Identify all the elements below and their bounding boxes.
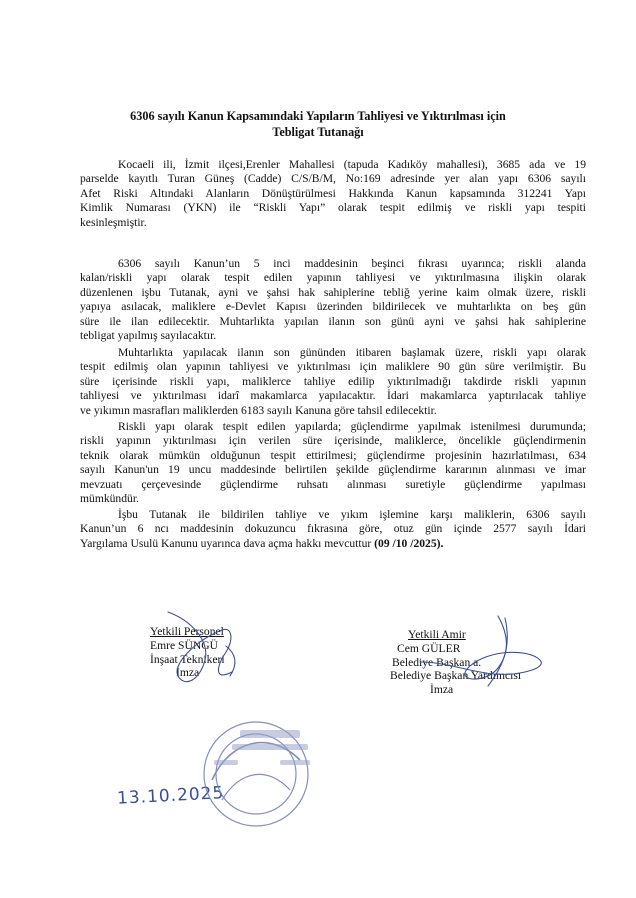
right-signature-sign-label: İmza <box>430 683 454 697</box>
paragraph-2 <box>80 257 586 343</box>
p2-line: 6306 sayılı Kanun’un 5 inci maddesinin beşinci fıkrası uyarınca; riskli alanda <box>118 257 586 270</box>
handwritten-date: 13.10.2025 <box>116 783 225 809</box>
p2-line: düzenlenen işbu Tutanak, ayni ve şahsi hak sahiplerine tebliğ yerine kaim olmak üzere, riskli <box>80 285 586 299</box>
p2-line: süre ile ilan edilecektir. Muhtarlıkta yapılan ilanın son günü ayni ve şahsi hak sahiplerine <box>80 314 586 328</box>
p3-line: tahliyesi ve yıktırılması idarî makamlarca yapılacaktır. İdari makamlarca yaptırılacak tahliye <box>80 389 586 403</box>
p3-line: Muhtarlıkta yapılacak ilanın son gününden itibaren başlamak üzere, riskli yapı olarak <box>118 346 586 359</box>
p1-line: Kimlik Numarası (YKN) ile “Riskli Yapı” olarak tespit edilmiş ve riskli yapı tespiti <box>80 201 586 215</box>
official-stamp <box>204 722 308 826</box>
p4-line: mümkündür. <box>80 492 139 506</box>
p5-line: Kanun’un 6 ncı maddesinin dokuzuncu fıkrasına göre, otuz gün içinde 2577 sayılı İdari <box>80 522 586 536</box>
right-signature-title-2: Belediye Başkan Yardımcısı <box>390 669 522 683</box>
p2-line: yapıya asılacak, maliklere e-Devlet Kapısı üzerinden bildirilecek ve muhtarlıkta on beş gün <box>80 300 586 314</box>
right-signature-title-1: Belediye Başkan a. <box>392 655 482 669</box>
p2-line: kalan/riskli yapı olarak tespit edilen yapının tahliyesi ve yıktırılmasına ilişkin olarak <box>80 271 586 285</box>
left-signature-title: İnşaat Teknikeri <box>150 652 225 666</box>
p4-line: mevzuatı çerçevesinde güçlendirme ruhsatı alınması suretiyle güçlendirme yapılması <box>80 477 586 491</box>
paragraph-4 <box>80 420 586 506</box>
p5-line-text: Yargılama Usulü Kanunu uyarınca dava açma hakkı mevcuttur <box>80 536 375 550</box>
p4-line: sayılı Kanun'un 19 uncu maddesinde belirtilen şekilde güçlendirme kararının alınması ve imar <box>80 463 586 477</box>
document-title <box>60 108 576 140</box>
right-signature-name: Cem GÜLER <box>397 641 461 655</box>
paragraph-3 <box>80 346 586 418</box>
left-signature-role: Yetkili Personel <box>150 625 224 638</box>
p1-line: kesinleşmiştir. <box>80 215 147 229</box>
stamp-lettering <box>214 730 310 765</box>
p4-line: Riskli yapı olarak tespit edilen yapılarda; güçlendirme yapılmak istenilmesi durumunda; <box>118 420 586 433</box>
p2-line: tebligat yapılmış sayılacaktır. <box>80 329 217 343</box>
p1-line: Kocaeli ili, İzmit ilçesi,Erenler Mahallesi (tapuda Kadıköy mahallesi), 3685 ada ve 19 <box>118 158 586 171</box>
paragraph-5 <box>80 508 586 551</box>
notice-date: (09 /10 /2025). <box>374 536 444 550</box>
p3-line: süre içerisinde riskli yapı, maliklerce tahliye edilip yıktırılmadığı takdirde riskli yapının <box>80 374 586 388</box>
right-signature-role: Yetkili Amir <box>408 628 466 641</box>
p5-line: İşbu Tutanak ile bildirilen tahliye ve yıkım işlemine karşı maliklerin, 6306 sayılı <box>118 508 586 521</box>
title-line-1: 6306 sayılı Kanun Kapsamındaki Yapıların Tahliyesi ve Yıktırılması için <box>130 109 506 123</box>
p4-line: riskli yapının yıktırılması için verilen süre içerisinde, maliklerce, öncelikle güçlendirmenin <box>80 434 586 448</box>
p3-line: tespit edilmiş olan yapının tahliyesi ve yıktırılması için maliklere 90 gün süre verilmiştir. Bu <box>80 360 586 374</box>
title-line-2: Tebligat Tutanağı <box>272 125 364 139</box>
left-signature-name: Emre SÜNGÜ <box>150 638 218 652</box>
p4-line: teknik olarak mümkün olduğunun tespit ettirilmesi; güçlendirme projesinin hazırlatılması, 634 <box>80 448 586 462</box>
p3-line: ve yıkımın masrafları maliklerden 6183 sayılı Kanuna göre tahsil edilecektir. <box>80 403 437 417</box>
p5-line <box>80 537 586 551</box>
left-signature-block <box>150 625 225 680</box>
p1-line: Afet Riski Altındaki Alanların Dönüştürülmesi Hakkında Kanun kapsamında 312241 Yapı <box>80 186 586 200</box>
paragraph-1 <box>80 158 586 230</box>
right-signature-block <box>390 628 521 697</box>
p1-line: parselde kayıtlı Turan Güneş (Cadde) C/S/B/M, No:169 adresinde yer alan yapı 6306 sayılı <box>80 172 586 186</box>
left-signature-sign-label: İmza <box>176 666 200 680</box>
